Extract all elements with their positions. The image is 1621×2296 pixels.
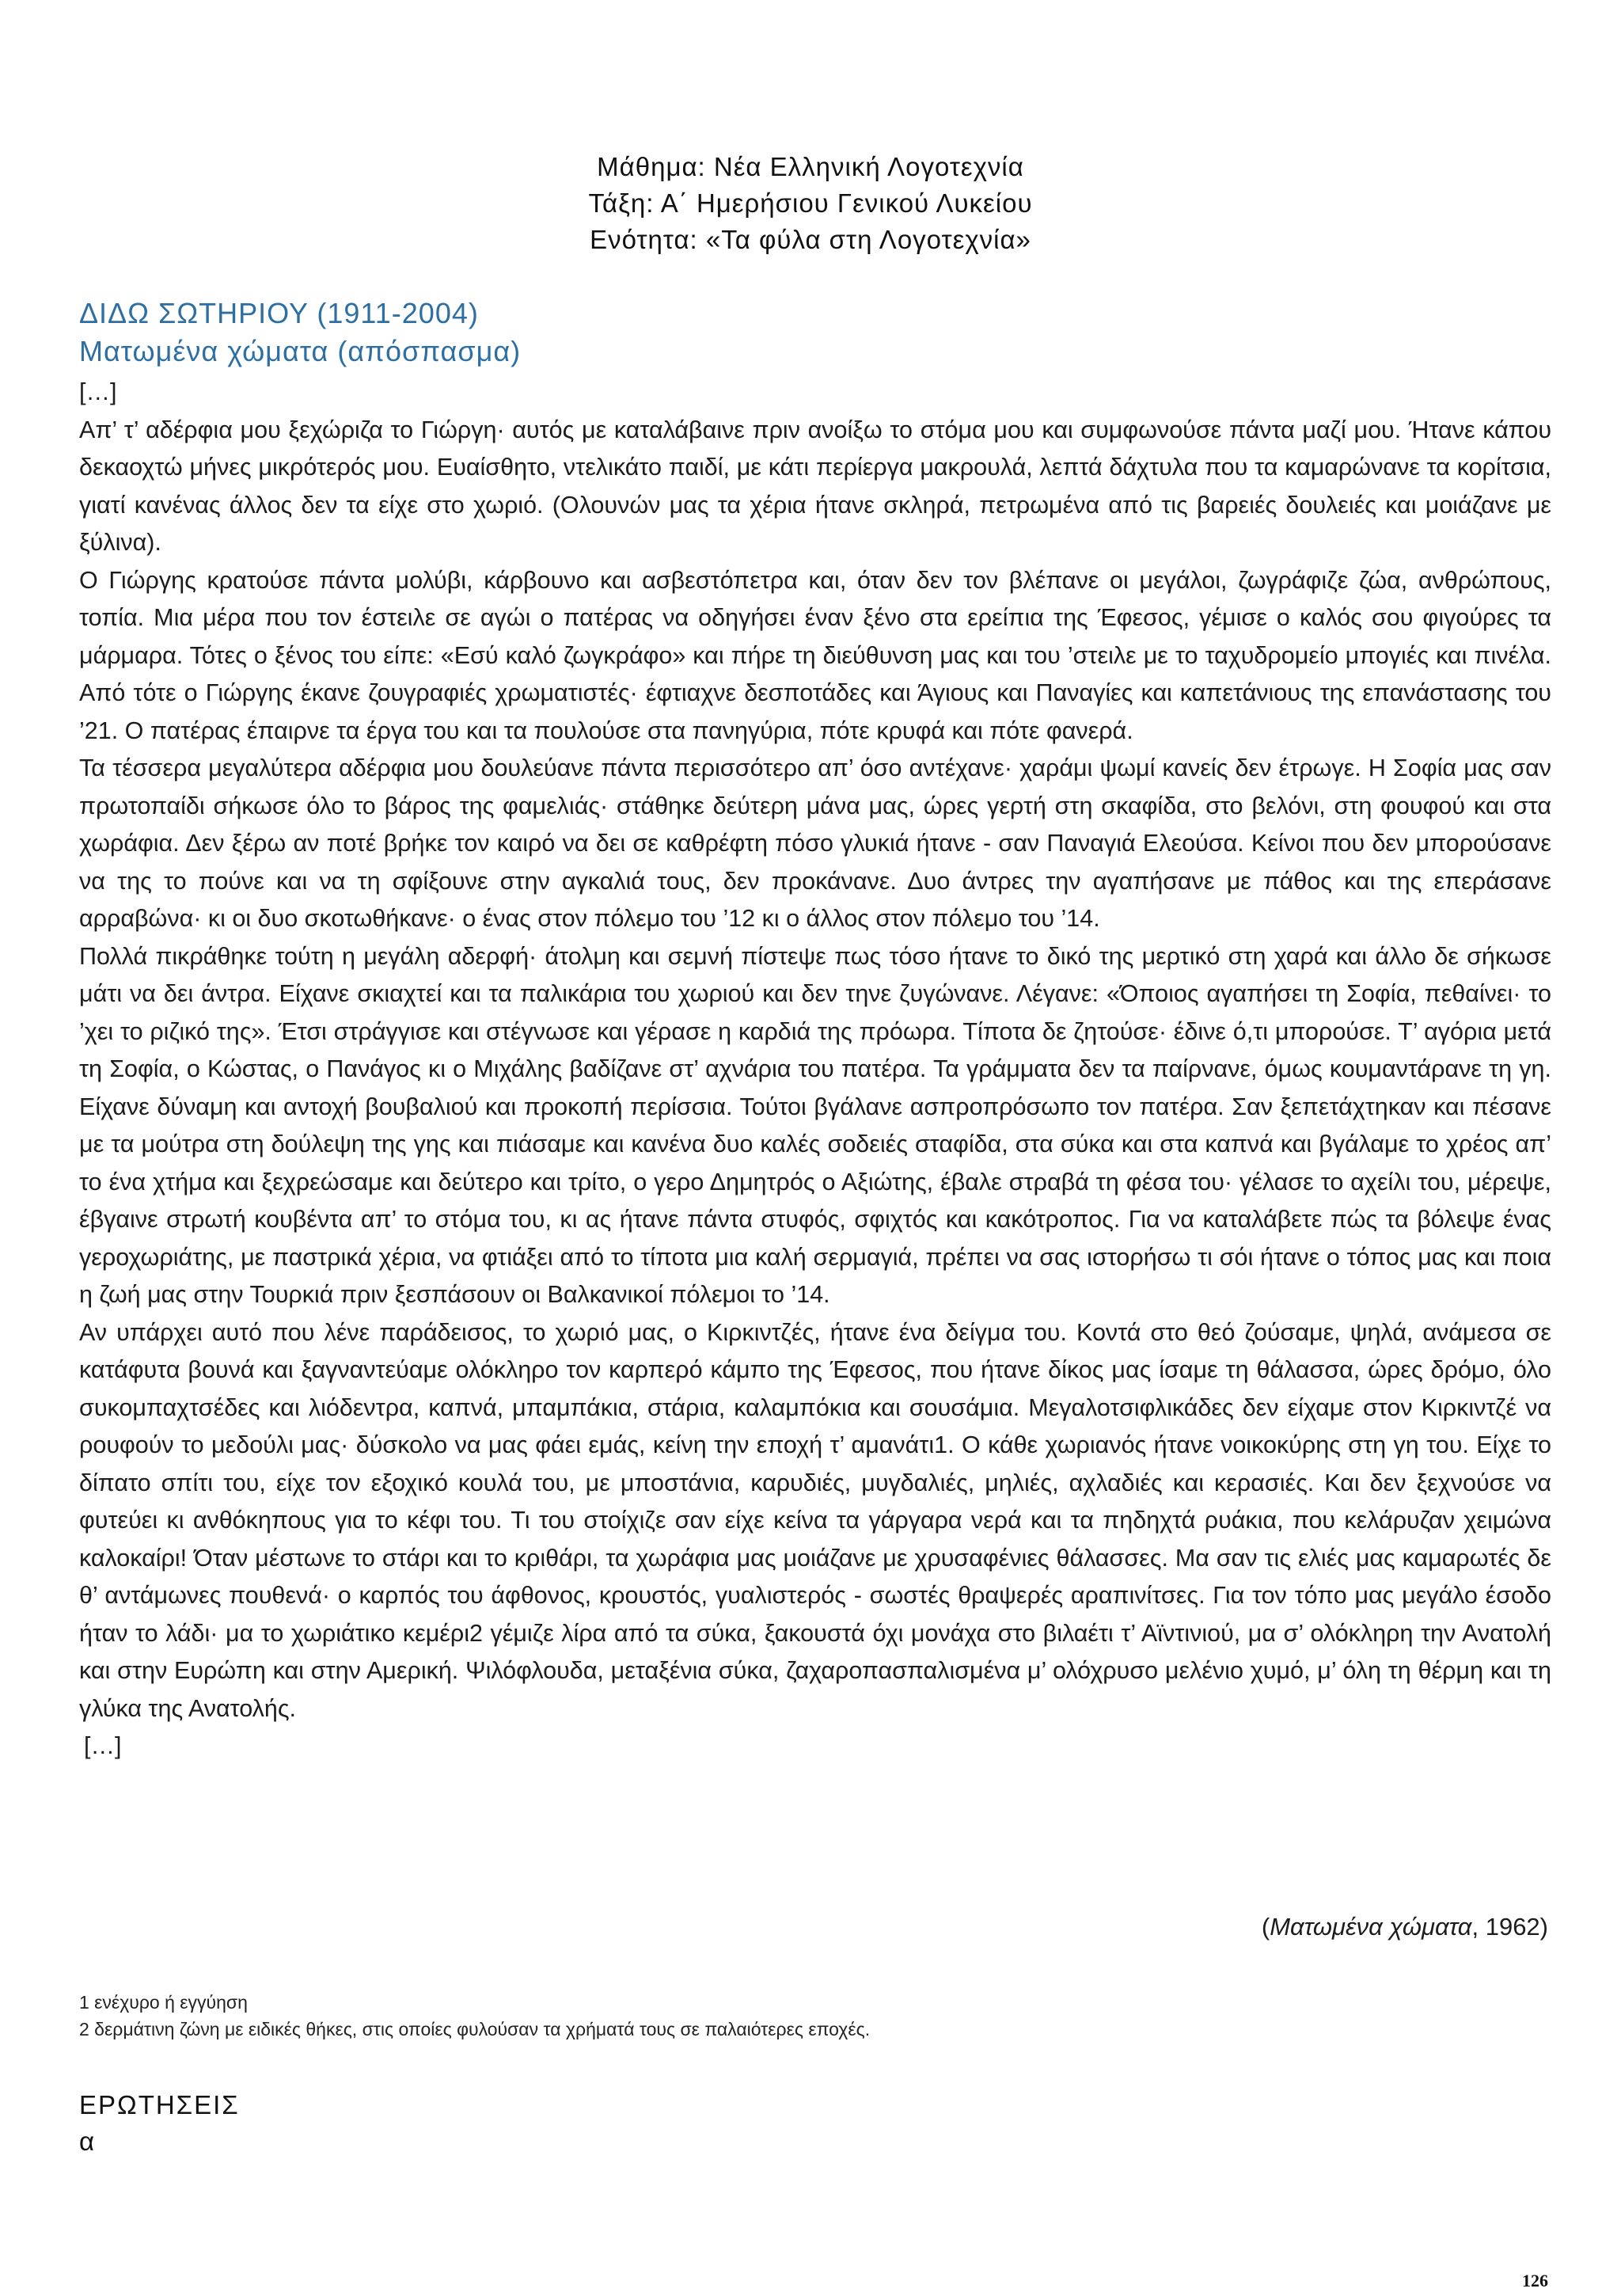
excerpt-text (79, 374, 1551, 1766)
paragraph: Αν υπάρχει αυτό που λένε παράδεισος, το χωριό μας, ο Κιρκιντζές, ήτανε ένα δείγμα του. Κοντά στο θεό ζούσαμε, ψηλά, ανάμεσα σε κατάφυτα βουνά και ξαγναντεύαμε ολόκληρο τον καρπερό κάμπο της Έφεσος, που ήτανε δίκος μας ίσαμε τη θάλασσα, ώρες δρόμο, όλο συκομπαχτσέδες και λιόδεντρα, καπνά, μπαμπάκια, στάρια, καλαμπόκια και σουσάμια. Μεγαλοτσιφλικάδες δεν είχαμε στον Κιρκιντζέ να ρουφούν το μεδούλι μας· δύσκολο να μας φάει εμάς, κείνη την εποχή τ’ αμανάτι1. Ο κάθε χωριανός ήτανε νοικοκύρης στη γη του. Είχε το δίπατο σπίτι του, είχε τον εξοχικό κουλά του, με μποστάνια, καρυδιές, μυγδαλιές, μηλιές, αχλαδιές και κερασιές. Και δεν ξεχνούσε να φυτεύει κι ανθόκηπους για το κέφι του. Τι του στοίχιζε σαν είχε κείνα τα γάργαρα νερά και τα πηδηχτά ρυάκια, που κελάρυζαν χειμώνα καλοκαίρι! Όταν μέστωνε το στάρι και το κριθάρι, τα χωράφια μας μοιάζανε με χρυσαφένιες θάλασσες. Μα σαν τις ελιές μας καμαρωτές δε θ’ αντάμωνες πουθενά· ο καρπός του άφθονος, κρουστός, γυαλιστερός - σωστές θραψερές αραπινίτσες. Για τον τόπο μας μεγάλο έσοδο ήταν το λάδι· μα το χωριάτικο κεμέρι2 γέμιζε λίρα από τα σύκα, ξακουστά όχι μονάχα στο βιλαέτι τ’ Αϊντινιού, μα σ’ ολόκληρη την Ανατολή και στην Ευρώπη και στην Αμερική. Ψιλόφλουδα, μεταξένια σύκα, ζαχαροπασπαλισμένα μ’ ολόχρυσο μελένιο χυμό, μ’ όλη τη θέρμη και τη γλύκα της Ανατολής. (79, 1318, 1551, 1722)
ellipsis-start: […] (79, 378, 117, 405)
work-title: Ματωμένα χώματα (απόσπασμα) (79, 335, 522, 367)
unit-line: Ενότητα: «Τα φύλα στη Λογοτεχνία» (590, 225, 1031, 254)
questions-heading: ΕΡΩΤΗΣΕΙΣ (79, 2090, 240, 2119)
subject-line: Μάθημα: Νέα Ελληνική Λογοτεχνία (597, 152, 1024, 181)
footnote: 2 δερμάτινη ζώνη με ειδικές θήκες, στις οποίες φυλούσαν τα χρήματά τους σε παλαιότερες εποχές. (79, 2019, 871, 2039)
paragraph: Ο Γιώργης κρατούσε πάντα μολύβι, κάρβουνο και ασβεστόπετρα και, όταν δεν τον βλέπανε οι μεγάλοι, ζωγράφιζε ζώα, ανθρώπους, τοπία. Μια μέρα που τον έστειλε σε αγώι ο πατέρας να οδηγήσει έναν ξένο στα ερείπια της Έφεσος, γέμισε ο καλός σου φιγούρες τα μάρμαρα. Τότες ο ξένος του είπε: «Εσύ καλό ζωγκράφο» και πήρε τη διεύθυνση μας και του ’στειλε με το ταχυδρομείο μπογιές και πινέλα. Από τότε ο Γιώργης έκανε ζουγραφιές χρωματιστές· έφτιαχνε δεσποτάδες και Άγιους και Παναγίες και καπετάνιους της επανάστασης του ’21. Ο πατέρας έπαιρνε τα έργα του και τα πουλούσε στα πανηγύρια, πότε κρυφά και πότε φανερά. (79, 566, 1551, 744)
questions-section (79, 2087, 240, 2160)
citation (1262, 1910, 1548, 1944)
ellipsis-end: […] (84, 1732, 122, 1759)
class-line: Τάξη: Α΄ Ημερήσιου Γενικού Λυκείου (588, 188, 1033, 218)
page-number: 126 (1522, 2271, 1548, 2290)
citation-work: Ματωμένα χώματα (1270, 1913, 1472, 1941)
footnote: 1 ενέχυρο ή εγγύηση (79, 1992, 248, 2013)
author-block (79, 295, 1551, 371)
author-name: ΔΙΔΩ ΣΩΤΗΡΙΟΥ (1911-2004) (79, 297, 479, 329)
citation-open: ( (1261, 1913, 1270, 1941)
footnotes (79, 1989, 1551, 2043)
paragraph: Πολλά πικράθηκε τούτη η μεγάλη αδερφή· άτολμη και σεμνή πίστεψε πως τόσο ήτανε το δικό της μερτικό στη χαρά και άλλο δε σήκωσε μάτι να δει άντρα. Είχανε σκιαχτεί και τα παλικάρια του χωριού και δεν τηνε ζυγώνανε. Λέγανε: «Όποιος αγαπήσει τη Σοφία, πεθαίνει· το ’χει το ριζικό της». Έτσι στράγγισε και στέγνωσε και γέρασε η καρδιά της πρόωρα. Τίποτα δε ζητούσε· έδινε ό,τι μπορούσε. Τ’ αγόρια μετά τη Σοφία, ο Κώστας, ο Πανάγος κι ο Μιχάλης βαδίζανε στ’ αχνάρια του πατέρα. Τα γράμματα δεν τα παίρνανε, όμως κουμαντάρανε τη γη. Είχανε δύναμη και αντοχή βουβαλιού και προκοπή περίσσια. Τούτοι βγάλανε ασπροπρόσωπο τον πατέρα. Σαν ξεπετάχτηκαν και πέσανε με τα μούτρα στη δούλεψη της γης και πιάσαμε και κανένα δυο καλές σοδειές σταφίδα, στα σύκα και στα καπνά και βγάλαμε το χρέος απ’ το ένα χτήμα και ξεχρεώσαμε και δεύτερο και τρίτο, ο γερο Δημητρός ο Αξιώτης, έβαλε στραβά τη φέσα του· γέλασε το αχείλι του, μέρεψε, έβγαινε στρωτή κουβέντα απ’ το στόμα του, κι ας ήτανε πάντα στυφός, σφιχτός και κακότροπος. Για να καταλάβετε πώς τα βόλεψε ένας γεροχωριάτης, με παστρικά χέρια, να φτιάξει από το τίποτα μια καλή σερμαγιά, πρέπει να σας ιστορήσω τι σόι ήτανε ο τόπος μας και ποια η ζωή μας στην Τουρκιά πριν ξεσπάσουν οι Βαλκανικοί πόλεμοι το ’14. (79, 942, 1551, 1308)
paragraph: Απ’ τ’ αδέρφια μου ξεχώριζα το Γιώργη· αυτός με καταλάβαινε πριν ανοίξω το στόμα μου και συμφωνούσε πάντα μαζί μου. Ήτανε κάπου δεκαοχτώ μήνες μικρότερός μου. Ευαίσθητο, ντελικάτο παιδί, με κάτι περίεργα μακρουλά, λεπτά δάχτυλα που τα καμαρώνανε τα κορίτσια, γιατί κανένας άλλος δεν τα είχε στο χωριό. (Ολουνών μας τα χέρια ήτανε σκληρά, πετρωμένα από τις βαρειές δουλειές και μοιάζανε με ξύλινα). (79, 416, 1551, 556)
paragraph: Τα τέσσερα μεγαλύτερα αδέρφια μου δουλεύανε πάντα περισσότερο απ’ όσο αντέχανε· χαράμι ψωμί κανείς δεν έτρωγε. Η Σοφία μας σαν πρωτοπαίδι σήκωσε όλο το βάρος της φαμελιάς· στάθηκε δεύτερη μάνα μας, ώρες γερτή στη σκαφίδα, στο βελόνι, στη φουφού και στα χωράφια. Δεν ξέρω αν ποτέ βρήκε τον καιρό να δει σε καθρέφτη πόσο γλυκιά ήτανε - σαν Παναγιά Ελεούσα. Κείνοι που δεν μπορούσανε να της το πούνε και να τη σφίξουνε στην αγκαλιά τους, δεν προκάνανε. Δυο άντρες την αγαπήσανε με πάθος και της επεράσανε αρραβώνα· κι οι δυο σκοτωθήκανε· ο ένας στον πόλεμο του ’12 κι ο άλλος στον πόλεμο του ’14. (79, 755, 1551, 932)
citation-year: , 1962) (1471, 1913, 1548, 1941)
question-label: α (79, 2127, 97, 2156)
page-header (0, 149, 1621, 258)
